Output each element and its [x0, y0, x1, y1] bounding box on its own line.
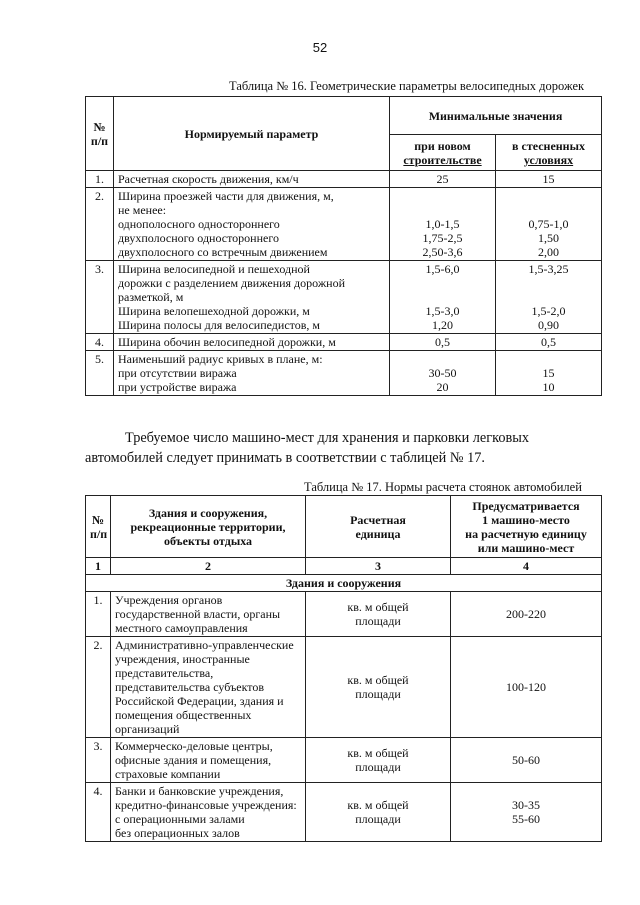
cell-line: страховые компании: [115, 767, 221, 781]
cell-line: 1,50: [538, 231, 559, 245]
cell-line: Административно-управленческие: [115, 638, 294, 652]
unit-cell: [306, 783, 451, 842]
row-number: 2.: [86, 188, 114, 261]
table17-row: [86, 783, 602, 842]
table16: [85, 96, 602, 396]
cell-line: кв. м общей: [347, 673, 409, 687]
tight-conditions-value: [496, 334, 602, 351]
cell-line: Коммерческо-деловые центры,: [115, 739, 273, 753]
table17-head-unit: Расчетная единица: [306, 496, 451, 558]
cell-line: кредитно-финансовые учреждения:: [115, 798, 297, 812]
table17-row: [86, 738, 602, 783]
col-number: 2: [111, 558, 306, 575]
cell-line: 20: [436, 380, 449, 394]
cell-line: при устройстве виража: [118, 380, 237, 394]
cell-line: [500, 203, 597, 217]
table17-head-building: Здания и сооружения, рекреационные территории, объекты отдыха: [111, 496, 306, 558]
param-cell: [114, 261, 390, 334]
cell-line: 15: [542, 172, 555, 186]
param-cell: [114, 334, 390, 351]
row-number: 1.: [86, 592, 111, 637]
cell-line: [394, 290, 491, 304]
cell-line: кв. м общей: [347, 600, 409, 614]
cell-line: [500, 290, 597, 304]
new-construction-value: [390, 171, 496, 188]
cell-line: площади: [355, 614, 401, 628]
table16-head-new: при новом строительстве: [390, 135, 496, 171]
new-construction-value: [390, 351, 496, 396]
cell-line: 55-60: [512, 812, 540, 826]
cell-line: Российской Федерации, здания и: [115, 694, 284, 708]
page-number: 52: [312, 40, 328, 55]
cell-line: 1,0-1,5: [425, 217, 460, 231]
cell-line: Ширина обочин велосипедной дорожки, м: [118, 335, 336, 349]
cell-line: Ширина велопешеходной дорожки, м: [118, 304, 310, 318]
row-number: 1.: [86, 171, 114, 188]
row-number: 2.: [86, 637, 111, 738]
norm-cell: [451, 592, 602, 637]
table16-head-tight: в стесненных условиях: [496, 135, 602, 171]
new-construction-value: [390, 188, 496, 261]
cell-line: 15: [542, 366, 555, 380]
cell-line: площади: [355, 760, 401, 774]
table17-head-num: № п/п: [86, 496, 111, 558]
cell-line: кв. м общей: [347, 798, 409, 812]
cell-line: учреждения, иностранные: [115, 652, 250, 666]
table16-row: [86, 351, 602, 396]
table16-row: [86, 188, 602, 261]
cell-line: площади: [355, 812, 401, 826]
cell-line: 0,5: [541, 335, 556, 349]
new-construction-value: [390, 261, 496, 334]
table16-row: [86, 261, 602, 334]
cell-line: Ширина велосипедной и пешеходной: [118, 262, 310, 276]
cell-line: 30-35: [512, 798, 540, 812]
table17-column-numbers: [86, 558, 602, 575]
cell-line: [394, 352, 491, 366]
table17: [85, 495, 602, 842]
cell-line: 100-120: [506, 680, 546, 694]
cell-line: 0,75-1,0: [528, 217, 569, 231]
cell-line: [394, 189, 491, 203]
cell-line: представительства субъектов: [115, 680, 265, 694]
col-number: 1: [86, 558, 111, 575]
param-cell: [114, 171, 390, 188]
row-number: 5.: [86, 351, 114, 396]
cell-line: Банки и банковские учреждения,: [115, 784, 284, 798]
cell-line: [394, 203, 491, 217]
cell-line: Наименьший радиус кривых в плане, м:: [118, 352, 323, 366]
row-number: 3.: [86, 261, 114, 334]
table16-head-num: № п/п: [86, 97, 114, 171]
tight-conditions-value: [496, 171, 602, 188]
table17-row: [86, 592, 602, 637]
building-cell: [111, 783, 306, 842]
section-title: Здания и сооружения: [86, 575, 602, 592]
table17-head-norm: Предусматривается 1 машино-место на расчетную единицу или машино-мест: [451, 496, 602, 558]
row-number: 4.: [86, 783, 111, 842]
cell-line: [394, 276, 491, 290]
cell-line: Ширина полосы для велосипедистов, м: [118, 318, 320, 332]
cell-line: двухполосного со встречным движением: [118, 245, 328, 259]
cell-line: 10: [542, 380, 555, 394]
cell-line: кв. м общей: [347, 746, 409, 760]
cell-line: 1,20: [432, 318, 453, 332]
paragraph-line-1: Требуемое число машино-мест для хранения и парковки легковых: [125, 430, 530, 446]
cell-line: 200-220: [506, 607, 546, 621]
table16-row: [86, 171, 602, 188]
body-paragraph: [85, 428, 601, 468]
param-cell: [114, 351, 390, 396]
row-number: 4.: [86, 334, 114, 351]
norm-cell: [451, 738, 602, 783]
col-number: 3: [306, 558, 451, 575]
cell-line: 2,00: [538, 245, 559, 259]
param-cell: [114, 188, 390, 261]
table17-caption: Таблица № 17. Нормы расчета стоянок автомобилей: [304, 480, 582, 494]
cell-line: Расчетная скорость движения, км/ч: [118, 172, 299, 186]
table16-head-min: Минимальные значения: [390, 97, 602, 135]
table17-header-row: [86, 496, 602, 558]
cell-line: 1,5-2,0: [531, 304, 566, 318]
tight-conditions-value: [496, 351, 602, 396]
cell-line: при отсутствии виража: [118, 366, 237, 380]
table16-caption: Таблица № 16. Геометрические параметры велосипедных дорожек: [229, 79, 585, 93]
table16-head-param: Нормируемый параметр: [114, 97, 390, 171]
cell-line: площади: [355, 687, 401, 701]
cell-line: [500, 276, 597, 290]
cell-line: 50-60: [512, 753, 540, 767]
cell-line: Учреждения органов: [115, 593, 223, 607]
cell-line: Ширина проезжей части для движения, м,: [118, 189, 334, 203]
cell-line: однополосного одностороннего: [118, 217, 280, 231]
cell-line: 1,75-2,5: [422, 231, 463, 245]
paragraph-line-2: автомобилей следует принимать в соответствии с таблицей № 17.: [85, 450, 485, 466]
table17-section-row: [86, 575, 602, 592]
cell-line: [500, 352, 597, 366]
cell-line: двухполосного одностороннего: [118, 231, 279, 245]
tight-conditions-value: [496, 261, 602, 334]
new-construction-value: [390, 334, 496, 351]
building-cell: [111, 592, 306, 637]
cell-line: представительства,: [115, 666, 214, 680]
row-number: 3.: [86, 738, 111, 783]
cell-line: организаций: [115, 722, 180, 736]
table16-row: [86, 334, 602, 351]
cell-line: 2,50-3,6: [422, 245, 463, 259]
table16-header-row: [86, 97, 602, 135]
cell-line: 1,5-3,25: [528, 262, 569, 276]
cell-line: 1,5-3,0: [425, 304, 460, 318]
tight-conditions-value: [496, 188, 602, 261]
cell-line: с операционными залами: [115, 812, 245, 826]
table17-row: [86, 637, 602, 738]
cell-line: 1,5-6,0: [425, 262, 460, 276]
building-cell: [111, 738, 306, 783]
norm-cell: [451, 637, 602, 738]
unit-cell: [306, 738, 451, 783]
unit-cell: [306, 637, 451, 738]
cell-line: разметкой, м: [118, 290, 184, 304]
building-cell: [111, 637, 306, 738]
cell-line: 0,90: [538, 318, 559, 332]
cell-line: не менее:: [118, 203, 167, 217]
col-number: 4: [451, 558, 602, 575]
cell-line: 25: [436, 172, 449, 186]
cell-line: дорожки с разделением движения дорожной: [118, 276, 345, 290]
norm-cell: [451, 783, 602, 842]
cell-line: местного самоуправления: [115, 621, 248, 635]
cell-line: 30-50: [428, 366, 457, 380]
cell-line: [500, 189, 597, 203]
cell-line: государственной власти, органы: [115, 607, 281, 621]
cell-line: без операционных залов: [115, 826, 240, 840]
cell-line: офисные здания и помещения,: [115, 753, 272, 767]
unit-cell: [306, 592, 451, 637]
cell-line: 0,5: [435, 335, 450, 349]
cell-line: помещения общественных: [115, 708, 252, 722]
